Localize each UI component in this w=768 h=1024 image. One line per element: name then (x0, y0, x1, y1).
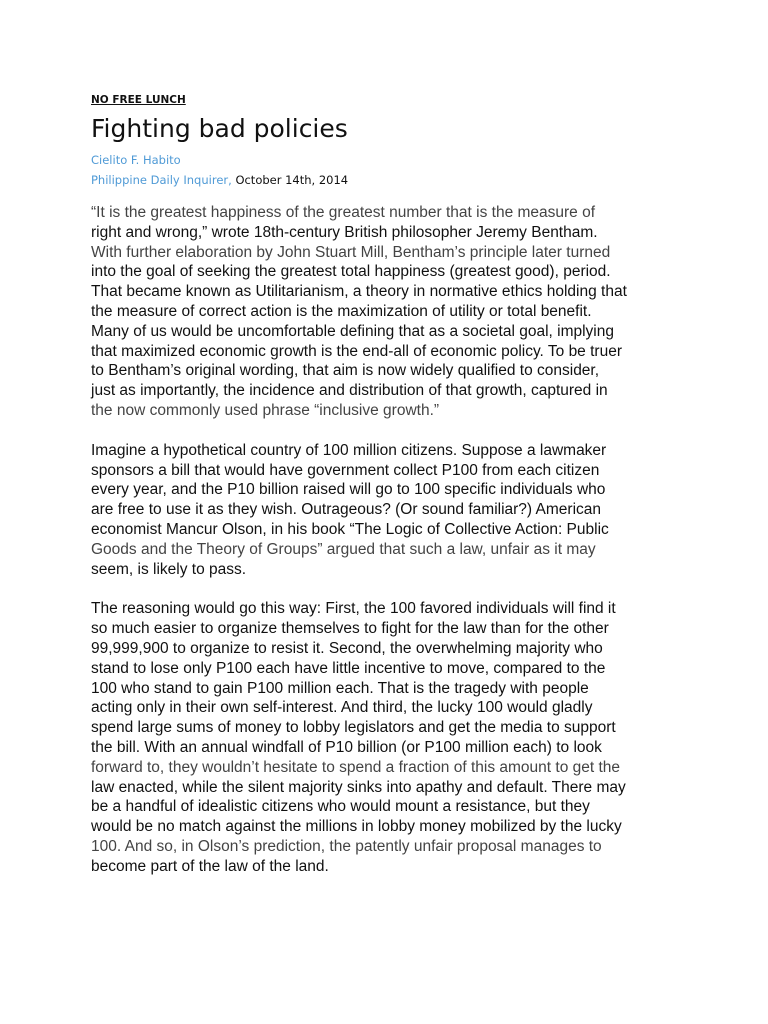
byline (91, 150, 691, 190)
text-line: are free to use it as they wish. Outrageous? (Or sound familiar?) American (91, 501, 602, 519)
paragraph-2 (91, 441, 691, 580)
text-line: spend large sums of money to lobby legislators and get the media to support (91, 719, 616, 737)
article-body (91, 203, 691, 877)
text-line: become part of the law of the land. (91, 857, 329, 875)
article (91, 92, 691, 897)
text-line: seem, is likely to pass. (91, 560, 247, 578)
text-line: The reasoning would go this way: First, the 100 favored individuals will find it (91, 600, 616, 618)
author-line (91, 150, 691, 170)
publication-line (91, 170, 691, 190)
text-line: “It is the greatest happiness of the greatest number that is the measure of (91, 204, 596, 221)
publication-date: October 14th, 2014 (235, 173, 349, 187)
text-line: the bill. With an annual windfall of P10 billion (or P100 million each) to look (91, 738, 602, 756)
text-line: Many of us would be uncomfortable defining that as a societal goal, implying (91, 322, 614, 340)
text-line: every year, and the P10 billion raised will go to 100 specific individuals who (91, 481, 606, 499)
text-line: That became known as Utilitarianism, a theory in normative ethics holding that (91, 283, 627, 301)
text-line: 100. And so, in Olson’s prediction, the patently unfair proposal manages to (91, 837, 602, 855)
text-line: that maximized economic growth is the end-all of economic policy. To be truer (91, 342, 622, 360)
text-line: law enacted, while the silent majority sinks into apathy and default. There may (91, 778, 626, 796)
text-line: 100 who stand to gain P100 million each. That is the tragedy with people (91, 679, 589, 697)
text-line: be a handful of idealistic citizens who would mount a resistance, but they (91, 798, 590, 816)
text-line: into the goal of seeking the greatest total happiness (greatest good), period. (91, 263, 611, 281)
publication-name: Philippine Daily Inquirer, (91, 173, 232, 187)
text-line: the now commonly used phrase “inclusive growth.” (91, 401, 440, 419)
text-line: stand to lose only P100 each have little incentive to move, compared to the (91, 659, 606, 677)
text-line: Imagine a hypothetical country of 100 million citizens. Suppose a lawmaker (91, 441, 607, 459)
paragraph-1 (91, 203, 691, 421)
text-line: just as importantly, the incidence and distribution of that growth, captured in (91, 382, 608, 400)
text-line: Goods and the Theory of Groups” argued that such a law, unfair as it may (91, 540, 596, 558)
text-line: would be no match against the millions in lobby money mobilized by the lucky (91, 818, 622, 836)
author-name: Cielito F. Habito (91, 153, 181, 167)
text-line: economist Mancur Olson, in his book “The Logic of Collective Action: Public (91, 520, 609, 538)
text-line: so much easier to organize themselves to fight for the law than for the other (91, 620, 609, 638)
column-kicker: NO FREE LUNCH (91, 94, 186, 106)
article-title: Fighting bad policies (91, 114, 348, 143)
paragraph-3 (91, 599, 691, 876)
text-line: sponsors a bill that would have government collect P100 from each citizen (91, 461, 600, 479)
text-line: With further elaboration by John Stuart Mill, Bentham’s principle later turned (91, 243, 611, 261)
text-line: forward to, they wouldn’t hesitate to spend a fraction of this amount to get the (91, 758, 621, 776)
text-line: the measure of correct action is the maximization of utility or total benefit. (91, 302, 592, 320)
text-line: 99,999,900 to organize to resist it. Second, the overwhelming majority who (91, 639, 603, 657)
text-line: right and wrong,” wrote 18th-century British philosopher Jeremy Bentham. (91, 223, 598, 241)
text-line: to Bentham’s original wording, that aim is now widely qualified to consider, (91, 362, 600, 380)
text-line: acting only in their own self-interest. And third, the lucky 100 would gladly (91, 699, 593, 717)
